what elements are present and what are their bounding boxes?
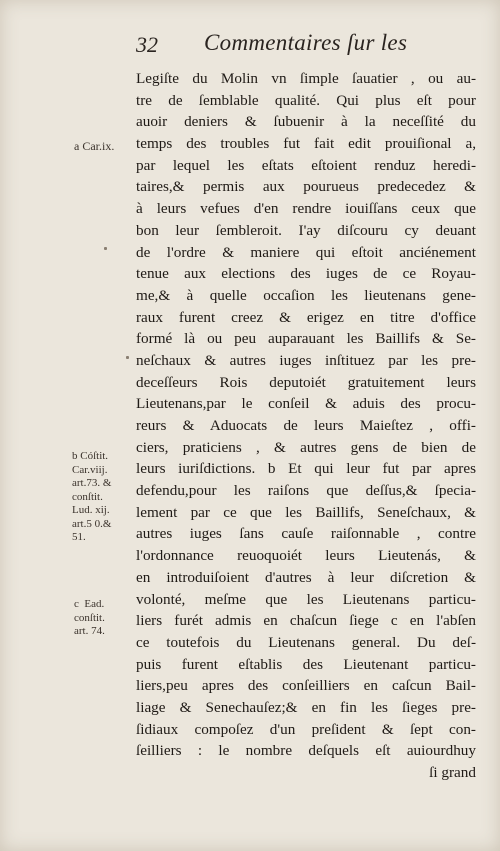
body-text: [136, 68, 476, 784]
body-line: à leurs vefues d'en rendre iouiſſans ceux que: [136, 200, 476, 218]
page-header: [136, 30, 476, 60]
body-line: reurs & Aduocats de leurs Maieſtez , offi-: [136, 417, 476, 434]
body-line: l'ordonnance reuoquoiét leurs Lieutenás, &: [136, 547, 476, 565]
body-line: lement par ce que les Baillifs, Seneſchaux, &: [136, 503, 476, 521]
body-line: ſidiaux compoſez d'un preſident & ſept con-: [136, 720, 476, 738]
body-line: defendu,pour les raiſons que deſſus,& ſpecia-: [136, 482, 476, 500]
body-line: liers furét admis en chaſcun ſiege c en l'abſen: [136, 612, 476, 630]
ink-speck: [104, 247, 107, 250]
running-title: Commentaires ſur les: [204, 30, 408, 55]
body-line: tenue aux elections des iuges de ce Royau-: [136, 265, 476, 283]
body-line: formé là ou peu auparauant les Baillifs & Se-: [136, 330, 476, 348]
body-line: Lieutenans,par le conſeil & aduis des procu-: [136, 395, 476, 413]
body-line: ſeilliers : le nombre deſquels eſt auiourdhuy: [136, 742, 476, 760]
body-line: ciers, praticiens , & autres gens de bien de: [136, 438, 476, 456]
body-line: neſchaux & autres iuges inſtituez par les pre-: [136, 351, 476, 369]
body-line: de l'ordre & maniere qui eſtoit anciénement: [136, 243, 476, 261]
body-line: temps des troubles fut fait edit prouiſional a,: [136, 135, 476, 153]
page-number: 32: [136, 32, 158, 57]
body-line: ce toutefois du Lieutenans general. Du deſ-: [136, 633, 476, 651]
body-line: en introduiſoient d'autres à leur diſcretion &: [136, 568, 476, 586]
body-line: tre de ſemblable qualité. Qui plus eſt pour: [136, 91, 476, 109]
body-line: me,& à quelle occaſion les lieutenans gene-: [136, 286, 476, 304]
margin-note-a: a Car.ix.: [74, 139, 115, 153]
body-line: liage & Senechauſez;& en fin les ſieges pre-: [136, 698, 476, 716]
body-line: ſi grand: [429, 764, 476, 781]
body-line: deceſſeurs Rois deputoiét gratuitement leurs: [136, 373, 476, 391]
body-line: liers,peu apres des conſeilliers en caſcun Bail-: [136, 677, 476, 695]
ink-speck: [126, 356, 129, 359]
body-line: raux furent creez & erigez en titre d'office: [136, 308, 476, 326]
body-line: volonté, meſme que les Lieutenans particu-: [136, 590, 476, 608]
body-line: bon leur ſembleroit. I'ay diſcouru cy deuant: [136, 221, 476, 239]
margin-note-c: c Ead. conſtit. art. 74.: [74, 598, 105, 637]
body-line: puis furent eſtablis des Lieutenant particu-: [136, 655, 476, 673]
margin-note-b: b Cóſtit. Car.viij. art.73. & conſtit. Lud. xij. art.5 0.& 51.: [72, 450, 112, 543]
body-line: Legiſte du Molin vn ſimple ſauatier , ou au-: [136, 70, 476, 87]
body-line: taires,& permis aux pourueus predecedez &: [136, 178, 476, 196]
body-line: par lequel les eſtats eſtoient renduz heredi-: [136, 156, 476, 174]
body-line: leurs iuriſdictions. b Et qui leur fut par apres: [136, 460, 476, 478]
body-line: autres iuges ſans cauſe raiſonnable , contre: [136, 525, 476, 543]
body-line: auoir deniers & ſubuenir à la neceſſité du: [136, 113, 476, 131]
